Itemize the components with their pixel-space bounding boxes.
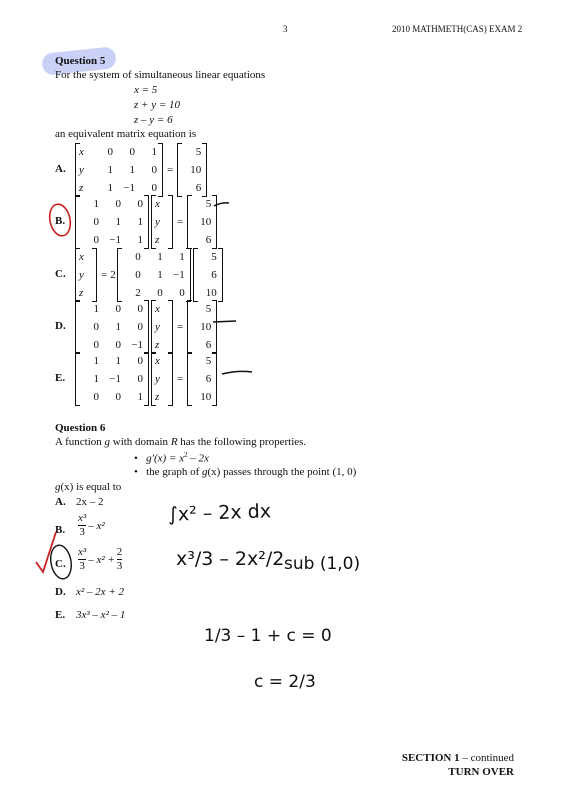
option-c-circle: [48, 544, 74, 581]
option-c-label: C.: [55, 268, 66, 280]
equation-1: x = 5: [134, 84, 158, 96]
dash-mark-e: [222, 371, 252, 374]
equation-2: z + y = 10: [134, 99, 181, 111]
page-number: 3: [283, 24, 288, 34]
q6-option-c-label: C.: [55, 558, 66, 570]
q6-option-c-expr: $\frac{\text{x³}}{3}$ – x² + $\frac{2}{3}$: [78, 546, 123, 572]
option-b-matrix-equation: 1 0 0 0 1 1 0 −1 1 x y z = 5 10 6: [74, 195, 218, 249]
handwritten-antiderivative: x³/3 – 2x²/2: [176, 548, 285, 570]
q6-option-a-label: A.: [55, 496, 66, 508]
augmented-matrix: x 0 0 1 y 1 1 0 z 1 −1 0: [75, 143, 163, 197]
variable-vector: x y z: [75, 248, 97, 302]
constant-vector: 5 10 6: [187, 195, 217, 249]
property-bullet-1: • $g'(x) = x^2 - 2x$: [134, 451, 209, 465]
q6-option-d-label: D.: [55, 586, 66, 598]
option-d-label: D.: [55, 320, 66, 332]
q6-option-b-label: B.: [55, 524, 66, 536]
option-e-matrix-equation: 1 1 0 1 −1 0 0 0 1 x y z = 5 6 10: [74, 352, 218, 406]
handwritten-substitution: sub (1,0): [284, 554, 361, 574]
coefficient-matrix: 1 0 0 0 1 1 0 −1 1: [75, 195, 149, 249]
exam-title: 2010 MATHMETH(CAS) EXAM 2: [392, 24, 523, 34]
question-6-lead: g(x) is equal to: [55, 481, 122, 493]
constant-vector: 5 10 6: [177, 143, 207, 197]
q6-option-e-label: E.: [55, 609, 66, 621]
option-c-matrix-equation: x y z = 2 0 1 1 0 1 −1 2 0 0 5 6 10: [74, 248, 224, 302]
tick-mark: [36, 532, 56, 572]
question-5-intro: For the system of simultaneous linear equations: [55, 69, 266, 81]
q6-option-a-text: 2x – 2: [76, 496, 104, 508]
footer-turn-over: TURN OVER: [448, 766, 514, 778]
question-5-lead: an equivalent matrix equation is: [55, 128, 197, 140]
scalar: 2: [110, 269, 116, 281]
q6-option-e-text: 3x³ – x² – 1: [76, 609, 126, 621]
variable-vector: x y z: [151, 300, 173, 354]
option-b-label: B.: [55, 215, 66, 227]
handwritten-equation: 1/3 – 1 + c = 0: [204, 626, 332, 646]
option-d-matrix-equation: 1 0 0 0 1 0 0 0 −1 x y z = 5 10 6: [74, 300, 218, 354]
handwritten-integral: ∫x² – 2x dx: [167, 500, 272, 526]
constant-vector: 5 6 10: [193, 248, 223, 302]
constant-vector: 5 10 6: [187, 300, 217, 354]
coefficient-matrix: 1 0 0 0 1 0 0 0 −1: [75, 300, 149, 354]
option-e-label: E.: [55, 372, 66, 384]
equation-3: z – y = 6: [134, 114, 173, 126]
option-a-label: A.: [55, 163, 66, 175]
question-6-intro: A function g with domain R has the following properties.: [55, 436, 307, 448]
option-a-matrix-equation: x 0 0 1 y 1 1 0 z 1 −1 0 = 5 10 6: [74, 143, 208, 197]
property-bullet-2: • the graph of g(x) passes through the point (1, 0): [134, 466, 357, 478]
dash-mark-b: [214, 203, 229, 206]
footer-section: SECTION 1 – continued: [401, 752, 514, 764]
q6-option-d-text: x² – 2x + 2: [76, 586, 124, 598]
q6-option-b-expr: $\frac{\text{x³}}{3}$ – x²: [78, 512, 105, 538]
question-5-title: Question 5: [55, 55, 106, 67]
option-b-circle: [47, 202, 73, 237]
variable-vector: x y z: [151, 352, 173, 406]
coefficient-matrix: 0 1 1 0 1 −1 2 0 0: [117, 248, 191, 302]
constant-vector: 5 6 10: [187, 352, 217, 406]
coefficient-matrix: 1 1 0 1 −1 0 0 0 1: [75, 352, 149, 406]
question-6-title: Question 6: [55, 422, 106, 434]
handwritten-answer: c = 2/3: [254, 672, 316, 692]
variable-vector: x y z: [151, 195, 173, 249]
dash-mark-d: [213, 321, 236, 322]
